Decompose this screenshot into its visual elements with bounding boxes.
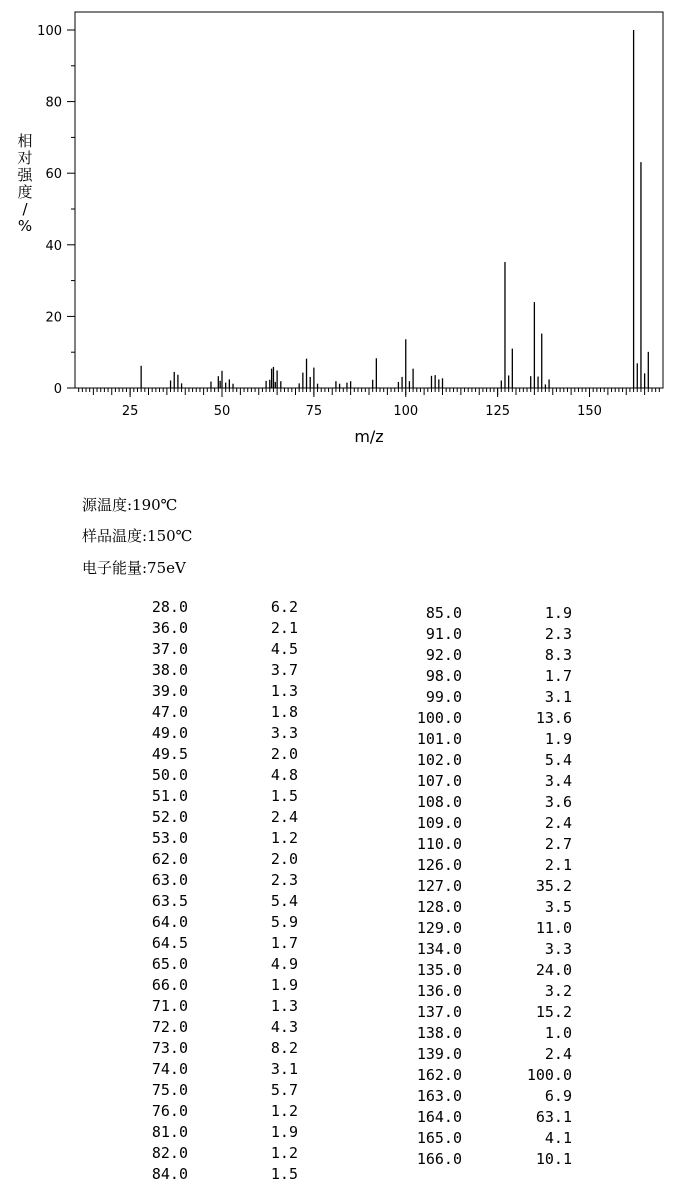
mz-value: 38.0 bbox=[151, 661, 188, 679]
mz-value: 49.0 bbox=[151, 724, 188, 742]
x-tick-label: 125 bbox=[485, 404, 511, 419]
mz-value: 110.0 bbox=[416, 835, 462, 853]
mz-value: 128.0 bbox=[416, 898, 462, 916]
mz-value: 64.5 bbox=[151, 934, 188, 952]
mz-value: 108.0 bbox=[416, 793, 462, 811]
mz-value: 85.0 bbox=[425, 604, 462, 622]
peak-table-row bbox=[134, 660, 298, 681]
intensity-value: 2.1 bbox=[544, 856, 572, 874]
peak-table-row bbox=[408, 624, 572, 645]
intensity-value: 3.3 bbox=[544, 940, 572, 958]
x-axis-ticks bbox=[122, 388, 602, 419]
peak-table-row bbox=[408, 771, 572, 792]
peak-table-row bbox=[408, 981, 572, 1002]
intensity-value: 2.4 bbox=[544, 814, 572, 832]
peak-table-row bbox=[408, 1023, 572, 1044]
mz-value: 98.0 bbox=[425, 667, 462, 685]
peak-table-row bbox=[408, 1086, 572, 1107]
mz-value: 72.0 bbox=[151, 1018, 188, 1036]
peak-table-row bbox=[408, 1107, 572, 1128]
sample-temperature: 样品温度:150℃ bbox=[82, 527, 193, 545]
mz-value: 81.0 bbox=[151, 1123, 188, 1141]
peak-table-row bbox=[134, 1122, 298, 1143]
intensity-value: 2.7 bbox=[544, 835, 572, 853]
peak-table-row bbox=[134, 807, 298, 828]
mz-value: 92.0 bbox=[425, 646, 462, 664]
intensity-value: 8.2 bbox=[270, 1039, 298, 1057]
mz-value: 75.0 bbox=[151, 1081, 188, 1099]
peak-table-row bbox=[134, 975, 298, 996]
x-tick-label: 150 bbox=[577, 404, 602, 419]
intensity-value: 1.3 bbox=[270, 682, 298, 700]
x-minor-ticks bbox=[79, 388, 660, 395]
intensity-value: 1.8 bbox=[270, 703, 298, 721]
mz-value: 37.0 bbox=[151, 640, 188, 658]
peak-table-row bbox=[408, 687, 572, 708]
peak-table-row bbox=[134, 996, 298, 1017]
mz-value: 51.0 bbox=[151, 787, 188, 805]
peak-table-row bbox=[408, 939, 572, 960]
mz-value: 127.0 bbox=[416, 877, 462, 895]
mz-value: 164.0 bbox=[416, 1108, 462, 1126]
y-tick-label: 60 bbox=[45, 167, 62, 183]
peak-table-row bbox=[134, 1059, 298, 1080]
x-tick-label: 100 bbox=[393, 404, 419, 419]
peak-table-row bbox=[134, 597, 298, 618]
peak-table-row bbox=[134, 639, 298, 660]
mz-value: 135.0 bbox=[416, 961, 462, 979]
mz-value: 109.0 bbox=[416, 814, 462, 832]
x-tick-label: 50 bbox=[213, 404, 231, 419]
peak-table-row bbox=[134, 1017, 298, 1038]
peak-table-row bbox=[134, 618, 298, 639]
mz-value: 91.0 bbox=[425, 625, 462, 643]
peak-table-row bbox=[134, 681, 298, 702]
mz-value: 102.0 bbox=[416, 751, 462, 769]
y-label-char: 对 bbox=[17, 149, 33, 167]
peak-table-row bbox=[134, 891, 298, 912]
mz-value: 66.0 bbox=[151, 976, 188, 994]
intensity-value: 11.0 bbox=[535, 919, 572, 937]
intensity-value: 3.2 bbox=[544, 982, 572, 1000]
y-label-char: 强 bbox=[17, 166, 33, 184]
peak-table-row bbox=[408, 708, 572, 729]
intensity-value: 13.6 bbox=[535, 709, 572, 727]
peak-table-row bbox=[134, 765, 298, 786]
intensity-value: 1.5 bbox=[270, 787, 298, 805]
peak-table-right bbox=[408, 603, 572, 1170]
intensity-value: 4.5 bbox=[270, 640, 298, 658]
y-label-char: % bbox=[17, 217, 33, 235]
intensity-value: 1.2 bbox=[270, 829, 298, 847]
peak-table-row bbox=[408, 1065, 572, 1086]
mz-value: 165.0 bbox=[416, 1129, 462, 1147]
intensity-value: 1.7 bbox=[544, 667, 572, 685]
peak-table-row bbox=[408, 960, 572, 981]
mz-value: 74.0 bbox=[151, 1060, 188, 1078]
intensity-value: 2.0 bbox=[270, 745, 298, 763]
mz-value: 126.0 bbox=[416, 856, 462, 874]
y-tick-label: 20 bbox=[45, 310, 62, 326]
y-axis-label bbox=[17, 132, 33, 235]
peak-table-row bbox=[408, 1149, 572, 1170]
intensity-value: 1.3 bbox=[270, 997, 298, 1015]
peak-table-row bbox=[408, 603, 572, 624]
peak-table-row bbox=[408, 666, 572, 687]
x-tick-label: 75 bbox=[305, 404, 323, 419]
mz-value: 139.0 bbox=[416, 1045, 462, 1063]
intensity-value: 3.6 bbox=[544, 793, 572, 811]
intensity-value: 4.9 bbox=[270, 955, 298, 973]
mz-value: 39.0 bbox=[151, 682, 188, 700]
mz-value: 163.0 bbox=[416, 1087, 462, 1105]
mz-value: 101.0 bbox=[416, 730, 462, 748]
mz-value: 28.0 bbox=[151, 598, 188, 616]
peak-table-row bbox=[134, 702, 298, 723]
intensity-value: 1.9 bbox=[544, 730, 572, 748]
y-label-char: 度 bbox=[17, 183, 33, 201]
intensity-value: 3.3 bbox=[270, 724, 298, 742]
intensity-value: 1.9 bbox=[270, 976, 298, 994]
mz-value: 138.0 bbox=[416, 1024, 462, 1042]
peak-table-row bbox=[134, 933, 298, 954]
intensity-value: 3.1 bbox=[544, 688, 572, 706]
mz-value: 162.0 bbox=[416, 1066, 462, 1084]
y-tick-label: 100 bbox=[37, 24, 62, 39]
intensity-value: 2.1 bbox=[270, 619, 298, 637]
peak-series bbox=[141, 30, 648, 388]
x-tick-label: 25 bbox=[121, 404, 139, 419]
y-axis-ticks bbox=[37, 24, 75, 397]
peak-table-row bbox=[408, 918, 572, 939]
peak-table-row bbox=[408, 834, 572, 855]
peak-table-row bbox=[408, 813, 572, 834]
peak-table-row bbox=[134, 1164, 298, 1185]
mz-value: 136.0 bbox=[416, 982, 462, 1000]
peak-table-row bbox=[408, 897, 572, 918]
intensity-value: 24.0 bbox=[535, 961, 572, 979]
mz-value: 63.5 bbox=[151, 892, 188, 910]
mz-value: 73.0 bbox=[151, 1039, 188, 1057]
peak-table-row bbox=[134, 912, 298, 933]
y-label-char: 相 bbox=[17, 132, 33, 150]
peak-table-row bbox=[408, 645, 572, 666]
mz-value: 47.0 bbox=[151, 703, 188, 721]
intensity-value: 6.2 bbox=[270, 598, 298, 616]
intensity-value: 3.4 bbox=[544, 772, 572, 790]
y-tick-label: 80 bbox=[45, 95, 62, 111]
mz-value: 82.0 bbox=[151, 1144, 188, 1162]
mz-value: 49.5 bbox=[151, 745, 188, 763]
peak-table-row bbox=[134, 723, 298, 744]
intensity-value: 4.1 bbox=[544, 1129, 572, 1147]
peak-table-row bbox=[134, 1143, 298, 1164]
mz-value: 107.0 bbox=[416, 772, 462, 790]
peak-table-row bbox=[408, 729, 572, 750]
intensity-value: 3.7 bbox=[270, 661, 298, 679]
intensity-value: 2.3 bbox=[270, 871, 298, 889]
intensity-value: 4.3 bbox=[270, 1018, 298, 1036]
mz-value: 64.0 bbox=[151, 913, 188, 931]
peak-table-row bbox=[408, 1044, 572, 1065]
mz-value: 137.0 bbox=[416, 1003, 462, 1021]
intensity-value: 63.1 bbox=[535, 1108, 572, 1126]
electron-energy: 电子能量:75eV bbox=[82, 559, 186, 577]
y-tick-label: 0 bbox=[53, 382, 62, 397]
intensity-value: 5.4 bbox=[270, 892, 298, 910]
plot-frame bbox=[75, 12, 663, 388]
mz-value: 129.0 bbox=[416, 919, 462, 937]
mz-value: 53.0 bbox=[151, 829, 188, 847]
mz-value: 65.0 bbox=[151, 955, 188, 973]
mz-value: 100.0 bbox=[416, 709, 462, 727]
intensity-value: 2.4 bbox=[544, 1045, 572, 1063]
mz-value: 52.0 bbox=[151, 808, 188, 826]
source-temperature: 源温度:190℃ bbox=[82, 496, 178, 514]
peak-table-left bbox=[134, 597, 298, 1185]
intensity-value: 1.0 bbox=[544, 1024, 572, 1042]
intensity-value: 15.2 bbox=[535, 1003, 572, 1021]
intensity-value: 1.7 bbox=[270, 934, 298, 952]
mz-value: 166.0 bbox=[416, 1150, 462, 1168]
intensity-value: 100.0 bbox=[526, 1066, 572, 1084]
y-minor-ticks bbox=[71, 66, 75, 352]
intensity-value: 1.5 bbox=[270, 1165, 298, 1183]
peak-table-row bbox=[134, 1101, 298, 1122]
mz-value: 36.0 bbox=[151, 619, 188, 637]
peak-table-row bbox=[408, 1128, 572, 1149]
intensity-value: 3.5 bbox=[544, 898, 572, 916]
intensity-value: 2.0 bbox=[270, 850, 298, 868]
intensity-value: 5.9 bbox=[270, 913, 298, 931]
peak-table-row bbox=[134, 1080, 298, 1101]
intensity-value: 8.3 bbox=[544, 646, 572, 664]
peak-table-row bbox=[134, 849, 298, 870]
peak-table-row bbox=[134, 744, 298, 765]
mz-value: 71.0 bbox=[151, 997, 188, 1015]
intensity-value: 2.3 bbox=[544, 625, 572, 643]
peak-table-row bbox=[134, 870, 298, 891]
intensity-value: 1.9 bbox=[270, 1123, 298, 1141]
intensity-value: 1.9 bbox=[544, 604, 572, 622]
mass-spectrum-chart bbox=[0, 0, 687, 460]
peak-table-row bbox=[134, 828, 298, 849]
intensity-value: 10.1 bbox=[535, 1150, 572, 1168]
mz-value: 63.0 bbox=[151, 871, 188, 889]
mz-value: 99.0 bbox=[425, 688, 462, 706]
intensity-value: 5.4 bbox=[544, 751, 572, 769]
intensity-value: 3.1 bbox=[270, 1060, 298, 1078]
mz-value: 76.0 bbox=[151, 1102, 188, 1120]
intensity-value: 6.9 bbox=[544, 1087, 572, 1105]
peak-table-row bbox=[408, 855, 572, 876]
peak-table-row bbox=[408, 792, 572, 813]
mz-value: 62.0 bbox=[151, 850, 188, 868]
peak-table-row bbox=[408, 750, 572, 771]
y-tick-label: 40 bbox=[45, 238, 62, 254]
intensity-value: 4.8 bbox=[270, 766, 298, 784]
peak-table-row bbox=[134, 1038, 298, 1059]
mz-value: 84.0 bbox=[151, 1165, 188, 1183]
x-axis-label: m/z bbox=[354, 427, 384, 446]
peak-table-row bbox=[408, 1002, 572, 1023]
peak-table-row bbox=[134, 786, 298, 807]
intensity-value: 2.4 bbox=[270, 808, 298, 826]
intensity-value: 35.2 bbox=[535, 877, 572, 895]
intensity-value: 1.2 bbox=[270, 1102, 298, 1120]
peak-table-row bbox=[408, 876, 572, 897]
intensity-value: 5.7 bbox=[270, 1081, 298, 1099]
mz-value: 134.0 bbox=[416, 940, 462, 958]
intensity-value: 1.2 bbox=[270, 1144, 298, 1162]
mz-value: 50.0 bbox=[151, 766, 188, 784]
y-label-char: / bbox=[22, 200, 28, 218]
peak-table-row bbox=[134, 954, 298, 975]
